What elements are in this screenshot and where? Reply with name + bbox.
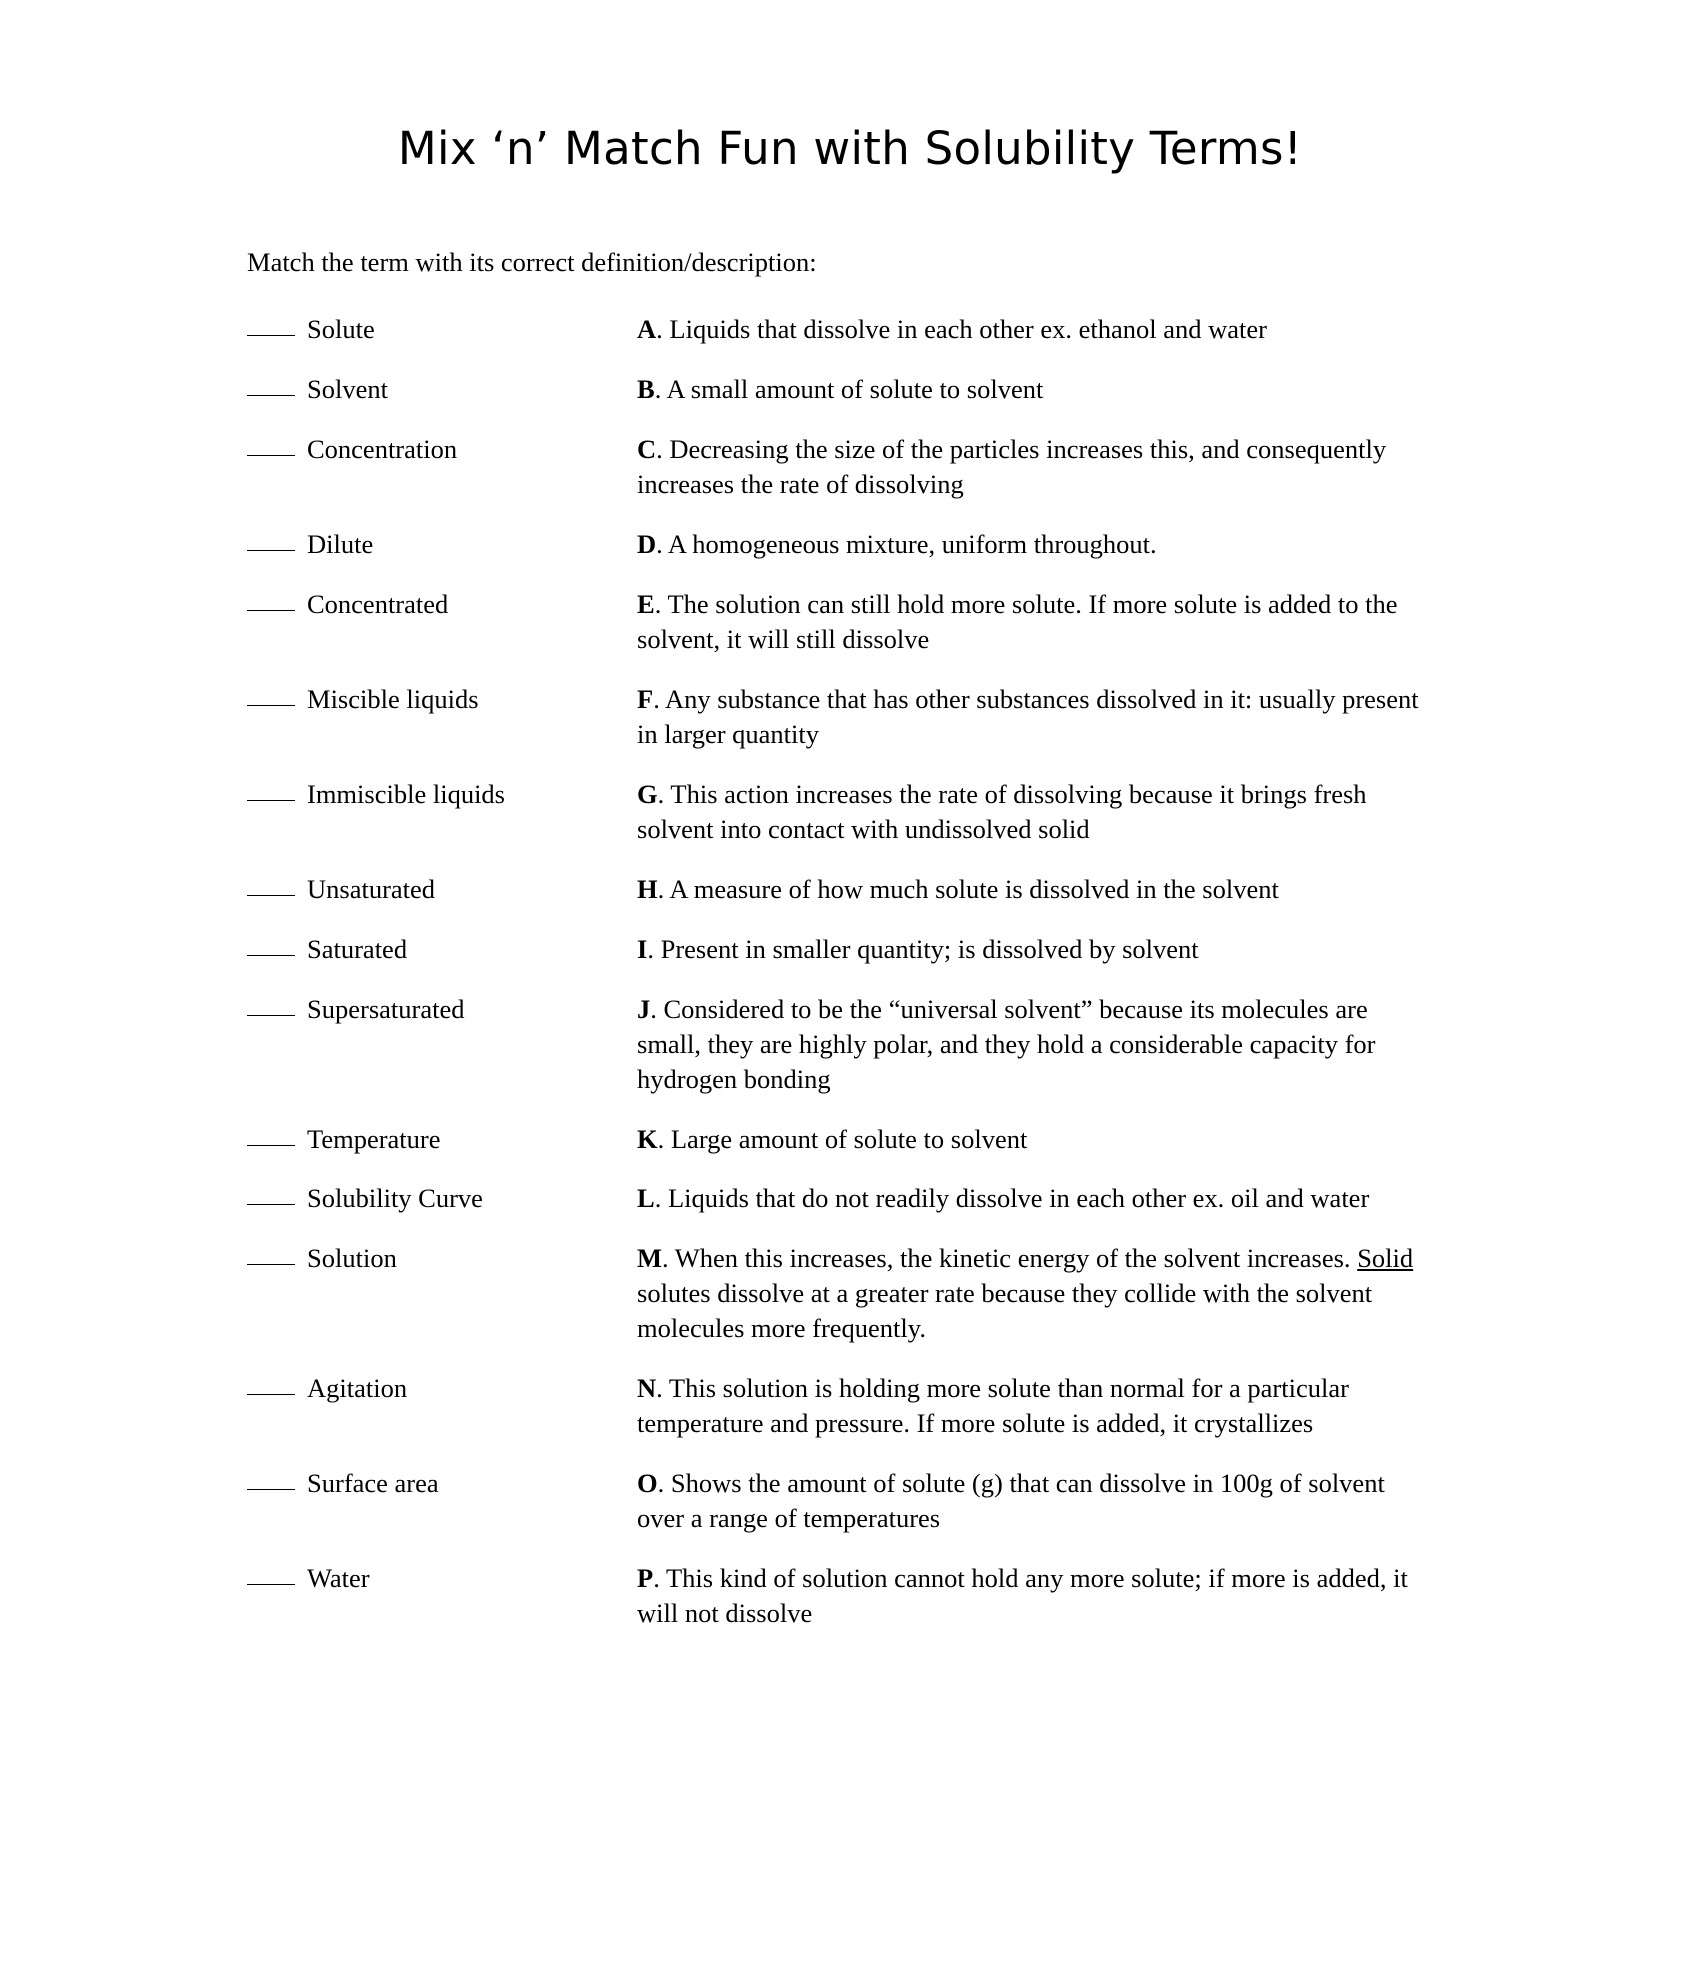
definition-cell (637, 1561, 1437, 1631)
definition-text-underlined: Solid (1357, 1243, 1414, 1274)
list-item (247, 932, 1447, 967)
list-item (247, 1561, 1447, 1631)
definition-text: . Considered to be the “universal solvent” because its molecules are small, they are highly polar, and they hold a considerable capacity for hydrogen bonding (637, 993, 1376, 1094)
definition-letter: I (637, 933, 648, 964)
definition-text: . This kind of solution cannot hold any more solute; if more is added, it will not dissolve (637, 1563, 1408, 1629)
term-cell (247, 587, 637, 622)
definition-letter: E (637, 588, 655, 619)
page-title: Mix ‘n’ Match Fun with Solubility Terms! (397, 122, 1303, 175)
answer-blank[interactable] (247, 335, 295, 336)
answer-blank[interactable] (247, 455, 295, 456)
term-label: Solvent (307, 373, 388, 404)
definition-letter: D (637, 528, 657, 559)
term-cell (247, 372, 637, 407)
answer-blank[interactable] (247, 1394, 295, 1395)
term-cell (247, 1371, 637, 1406)
term-label: Concentrated (307, 588, 449, 619)
term-cell (247, 1241, 637, 1276)
definition-text: . Liquids that do not readily dissolve in each other ex. oil and water (654, 1183, 1370, 1214)
list-item (247, 372, 1447, 407)
answer-blank[interactable] (247, 800, 295, 801)
list-item (247, 1241, 1447, 1346)
definition-cell (637, 777, 1437, 847)
definition-cell (637, 527, 1437, 562)
term-label: Solute (307, 314, 375, 344)
definition-text: . A measure of how much solute is dissolved in the solvent (657, 873, 1279, 904)
definition-letter: F (637, 683, 654, 714)
list-item (247, 587, 1447, 657)
definition-letter: J (637, 993, 651, 1024)
definition-letter: M (637, 1243, 663, 1274)
definition-text: . A homogeneous mixture, uniform throughout. (656, 528, 1157, 559)
term-label: Miscible liquids (307, 683, 479, 714)
answer-blank[interactable] (247, 1145, 295, 1146)
list-item (247, 682, 1447, 752)
definition-text: . Any substance that has other substances dissolved in it: usually present in larger quantity (637, 683, 1419, 749)
definition-cell (637, 992, 1437, 1097)
term-cell (247, 992, 637, 1027)
term-label: Dilute (307, 528, 374, 559)
answer-blank[interactable] (247, 610, 295, 611)
definition-text: . Large amount of solute to solvent (657, 1123, 1028, 1154)
answer-blank[interactable] (247, 1584, 295, 1585)
definition-letter: C (637, 433, 657, 464)
term-cell (247, 1181, 637, 1216)
answer-blank[interactable] (247, 1204, 295, 1205)
definition-letter: G (637, 778, 658, 809)
definition-cell (637, 1181, 1437, 1216)
list-item (247, 1122, 1447, 1157)
answer-blank[interactable] (247, 395, 295, 396)
answer-blank[interactable] (247, 895, 295, 896)
definition-letter: O (637, 1468, 658, 1499)
definition-cell (637, 1466, 1437, 1536)
definition-cell (637, 372, 1437, 407)
term-label: Water (307, 1563, 370, 1594)
term-cell (247, 682, 637, 717)
definition-letter: H (637, 873, 658, 904)
term-label: Solubility Curve (307, 1183, 483, 1214)
term-cell (247, 872, 637, 907)
definition-cell (637, 1241, 1437, 1346)
definition-letter: L (637, 1183, 655, 1214)
list-item (247, 872, 1447, 907)
definition-letter: B (637, 373, 655, 404)
list-item (247, 432, 1447, 502)
term-cell (247, 527, 637, 562)
term-cell (247, 932, 637, 967)
definition-text-post: solutes dissolve at a greater rate because they collide with the solvent molecules more frequently. (637, 1278, 1373, 1344)
definition-cell (637, 587, 1437, 657)
term-label: Unsaturated (307, 873, 436, 904)
definition-text: . Decreasing the size of the particles increases this, and consequently increases the rate of dissolving (637, 433, 1387, 499)
list-item (247, 1371, 1447, 1441)
answer-blank[interactable] (247, 955, 295, 956)
definition-text: . Shows the amount of solute (g) that can dissolve in 100g of solvent over a range of temperatures (637, 1468, 1385, 1534)
definition-letter: P (637, 1563, 654, 1594)
answer-blank[interactable] (247, 550, 295, 551)
term-label: Surface area (307, 1468, 439, 1499)
definition-cell (637, 932, 1437, 967)
definition-letter: N (637, 1373, 657, 1404)
term-cell (247, 1466, 637, 1501)
term-label: Concentration (307, 433, 458, 464)
answer-blank[interactable] (247, 705, 295, 706)
definition-cell (637, 312, 1437, 347)
answer-blank[interactable] (247, 1489, 295, 1490)
term-label: Saturated (307, 933, 408, 964)
term-cell (247, 1122, 637, 1157)
term-cell (247, 777, 637, 812)
definition-cell (637, 1371, 1437, 1441)
list-item (247, 777, 1447, 847)
term-label: Solution (307, 1243, 397, 1274)
term-label: Temperature (307, 1123, 441, 1154)
definition-text: . A small amount of solute to solvent (654, 373, 1044, 404)
definition-text: . The solution can still hold more solute. If more solute is added to the solvent, it will still dissolve (637, 588, 1398, 654)
answer-blank[interactable] (247, 1264, 295, 1265)
definition-cell (637, 682, 1437, 752)
list-item (247, 1181, 1447, 1216)
matching-list (247, 312, 1447, 1656)
list-item (247, 992, 1447, 1097)
definition-text: . Liquids that dissolve in each other ex. ethanol and water (656, 314, 1267, 344)
list-item (247, 312, 1447, 347)
term-cell (247, 1561, 637, 1596)
term-cell (247, 432, 637, 467)
list-item (247, 527, 1447, 562)
answer-blank[interactable] (247, 1015, 295, 1016)
definition-text: . Present in smaller quantity; is dissolved by solvent (647, 933, 1199, 964)
definition-cell (637, 432, 1437, 502)
definition-cell (637, 872, 1437, 907)
definition-text: . This solution is holding more solute than normal for a particular temperature and pressure. If more solute is added, it crystallizes (637, 1373, 1349, 1439)
term-label: Supersaturated (307, 993, 465, 1024)
term-label: Agitation (307, 1373, 408, 1404)
definition-text: . This action increases the rate of dissolving because it brings fresh solvent into contact with undissolved solid (637, 778, 1367, 844)
term-cell (247, 312, 637, 347)
definition-text-pre: . When this increases, the kinetic energy of the solvent increases. (662, 1243, 1358, 1274)
instruction-text: Match the term with its correct definition/description: (247, 247, 817, 277)
definition-cell (637, 1122, 1437, 1157)
term-label: Immiscible liquids (307, 778, 505, 809)
list-item (247, 1466, 1447, 1536)
definition-letter: K (637, 1123, 658, 1154)
definition-letter: A (637, 314, 657, 344)
